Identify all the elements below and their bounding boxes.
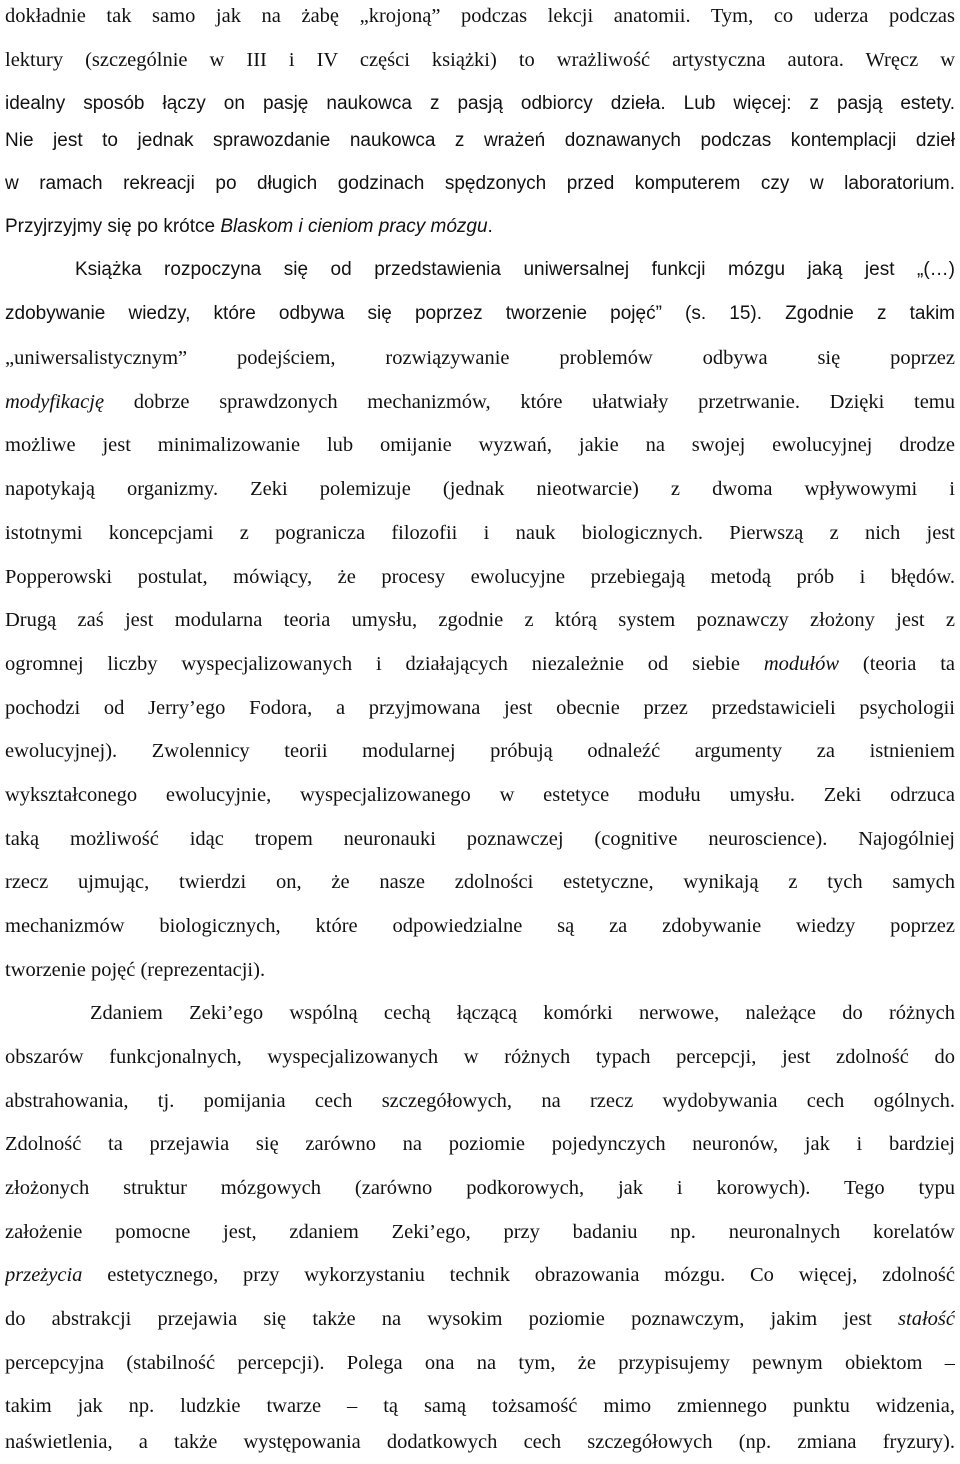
text-run: Przyjrzyjmy się po krótce <box>5 216 221 237</box>
text-run: naświetlenia, a także występowania dodatkowych cech szczegółowych (np. zmiana fryzury). <box>5 1431 955 1453</box>
text-run: założenie pomocne jest, zdaniem Zeki’ego, przy badaniu np. neuronalnych korelatów <box>5 1221 955 1243</box>
text-line <box>5 336 955 380</box>
text-line <box>5 1035 955 1079</box>
text-run: idealny sposób łączy on pasję naukowca z pasją odbiorcy dzieła. Lub więcej: z pasją estety. <box>5 93 955 114</box>
text-line <box>5 1253 955 1297</box>
text-line <box>5 119 955 163</box>
text-line <box>5 991 955 1035</box>
text-line <box>5 1122 955 1166</box>
text-line <box>5 948 955 992</box>
text-run: istotnymi koncepcjami z pogranicza filozofii i nauk biologicznych. Pierwszą z nich jest <box>5 522 955 544</box>
text-run: dobrze sprawdzonych mechanizmów, które ułatwiały przetrwanie. Dzięki temu <box>104 391 955 413</box>
text-run: napotykają organizmy. Zeki polemizuje (jednak nieotwarcie) z dwoma wpływowymi i <box>5 478 955 500</box>
italic-text: przeżycia <box>5 1264 83 1286</box>
text-line <box>5 904 955 948</box>
text-line <box>5 38 955 82</box>
text-run: obszarów funkcjonalnych, wyspecjalizowanych w różnych typach percepcji, jest zdolność do <box>5 1046 955 1068</box>
text-run: Drugą zaś jest modularna teoria umysłu, zgodnie z którą system poznawczy złożony jest z <box>5 609 955 631</box>
text-line <box>5 1297 955 1341</box>
text-line <box>5 292 955 336</box>
text-run: wykształconego ewolucyjnie, wyspecjalizowanego w estetyce modułu umysłu. Zeki odrzuca <box>5 784 955 806</box>
text-run: zdobywanie wiedzy, które odbywa się poprzez tworzenie pojęć” (s. 15). Zgodnie z takim <box>5 303 955 324</box>
text-run: mechanizmów biologicznych, które odpowiedzialne są za zdobywanie wiedzy poprzez <box>5 915 955 937</box>
text-run: ogromnej liczby wyspecjalizowanych i działających niezależnie od siebie <box>5 653 764 675</box>
italic-text: modułów <box>763 653 840 675</box>
text-line <box>5 860 955 904</box>
text-line <box>5 686 955 730</box>
text-line <box>5 1341 955 1385</box>
text-run: pochodzi od Jerry’ego Fodora, a przyjmowana jest obecnie przez przedstawicieli psychologii <box>5 697 955 719</box>
text-run: percepcyjna (stabilność percepcji). Polega ona na tym, że przypisujemy pewnym obiektom – <box>5 1352 955 1374</box>
text-line <box>5 642 955 686</box>
text-run: (teoria ta <box>839 653 955 675</box>
text-run: „uniwersalistycznym” podejściem, rozwiązywanie problemów odbywa się poprzez <box>5 347 955 369</box>
text-line <box>5 1420 955 1464</box>
text-line <box>5 598 955 642</box>
text-line <box>5 729 955 773</box>
text-line <box>5 773 955 817</box>
text-line <box>5 380 955 424</box>
text-run: Nie jest to jednak sprawozdanie naukowca z wrażeń doznawanych podczas kontemplacji dzieł <box>5 130 955 151</box>
text-run: Zdolność ta przejawia się zarówno na poziomie pojedynczych neuronów, jak i bardziej <box>5 1133 955 1155</box>
text-line <box>5 511 955 555</box>
text-run: Popperowski postulat, mówiący, że procesy ewolucyjne przebiegają metodą prób i błędów. <box>5 566 955 588</box>
text-run: . <box>487 216 493 237</box>
text-run: Książka rozpoczyna się od przedstawienia uniwersalnej funkcji mózgu jaką jest „(…) <box>75 259 955 280</box>
text-line <box>5 1079 955 1123</box>
text-run: w ramach rekreacji po długich godzinach spędzonych przed komputerem czy w laboratorium. <box>5 173 955 194</box>
text-line <box>5 555 955 599</box>
italic-text: Blaskom i cieniom pracy mózgu <box>220 216 488 237</box>
text-run: możliwe jest minimalizowanie lub omijanie wyzwań, jakie na swojej ewolucyjnej drodze <box>5 434 955 456</box>
text-line <box>5 162 955 206</box>
text-run: estetycznego, przy wykorzystaniu technik obrazowania mózgu. Co więcej, zdolność <box>82 1264 955 1286</box>
text-line <box>5 1210 955 1254</box>
text-run: tworzenie pojęć (reprezentacji). <box>5 959 266 981</box>
text-run: taką możliwość idąc tropem neuronauki poznawczej (cognitive neuroscience). Najogólniej <box>5 828 955 850</box>
text-line <box>5 1166 955 1210</box>
text-run: rzecz ujmując, twierdzi on, że nasze zdolności estetyczne, wynikają z tych samych <box>5 871 955 893</box>
text-run: dokładnie tak samo jak na żabę „krojoną” podczas lekcji anatomii. Tym, co uderza podczas <box>5 5 955 27</box>
text-run: złożonych struktur mózgowych (zarówno podkorowych, jak i korowych). Tego typu <box>5 1177 955 1199</box>
text-run: do abstrakcji przejawia się także na wysokim poziomie poznawczym, jakim jest <box>5 1308 899 1330</box>
italic-text: modyfikację <box>5 391 105 413</box>
italic-text: stałość <box>898 1308 955 1330</box>
text-run: Zdaniem Zeki’ego wspólną cechą łączącą komórki nerwowe, należące do różnych <box>90 1002 955 1024</box>
text-line <box>5 0 955 38</box>
text-line <box>5 205 955 249</box>
text-run: abstrahowania, tj. pomijania cech szczegółowych, na rzecz wydobywania cech ogólnych. <box>5 1090 955 1112</box>
text-line <box>5 423 955 467</box>
text-run: ewolucyjnej). Zwolennicy teorii modularnej próbują odnaleźć argumenty za istnieniem <box>5 740 955 762</box>
text-run: takim jak np. ludzkie twarze – tą samą tożsamość mimo zmiennego punktu widzenia, <box>5 1395 955 1417</box>
text-line <box>5 817 955 861</box>
text-line <box>5 467 955 511</box>
text-run: lektury (szczególnie w III i IV części książki) to wrażliwość artystyczna autora. Wręcz w <box>5 49 955 71</box>
text-line <box>5 248 955 292</box>
